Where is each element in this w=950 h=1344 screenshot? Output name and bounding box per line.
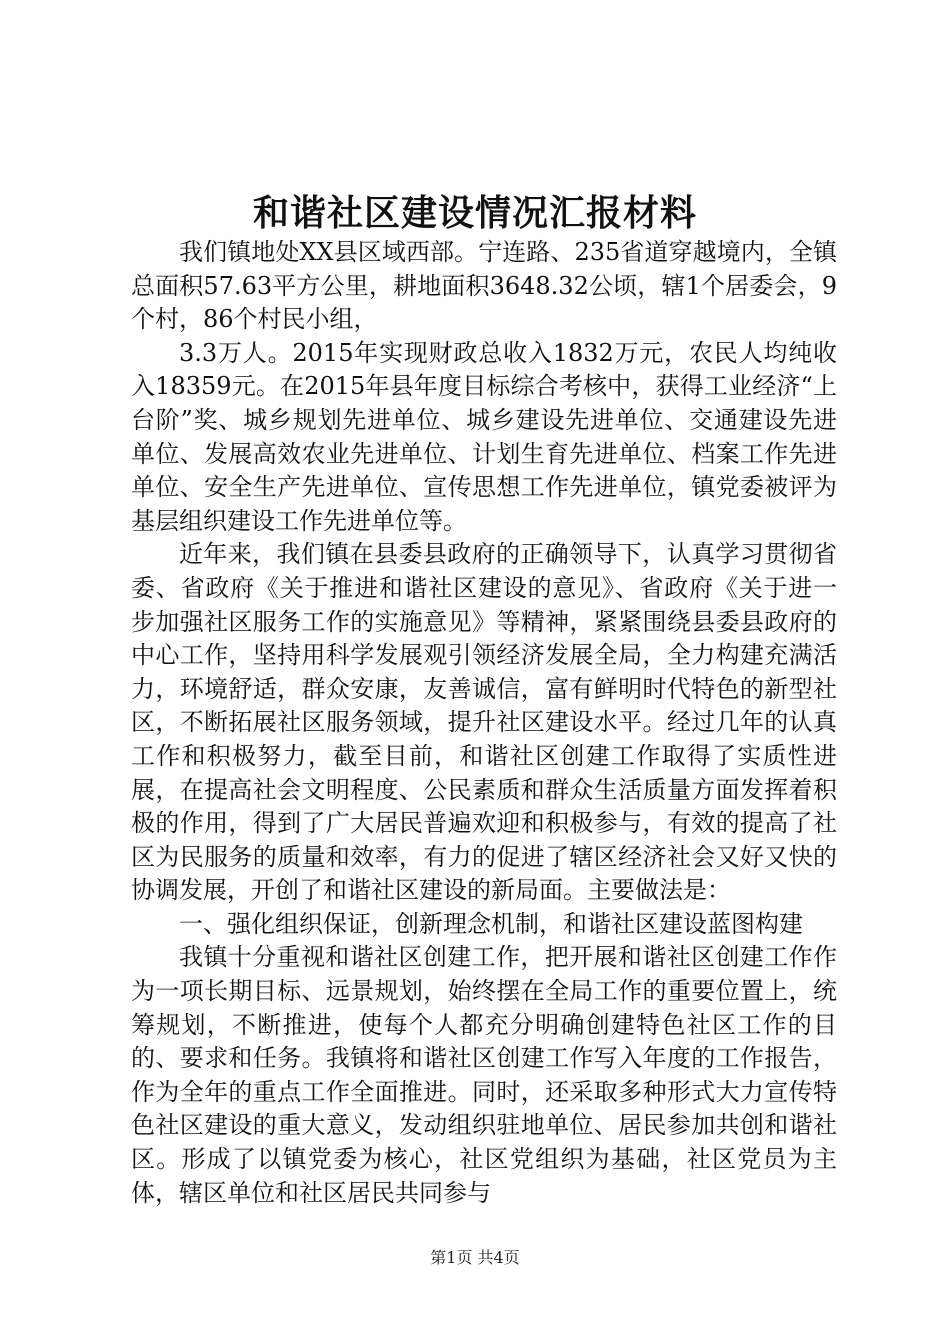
paragraph-population-awards: 3.3万人。2015年实现财政总收入1832万元，农民人均纯收入18359元。在2015年县年度目标综合考核中，获得工业经济“上台阶”奖、城乡规划先进单位、城乡建设先进单位、交通建设先进单位、发展高效农业先进单位、计划生育先进单位、档案工作先进单位、安全生产先进单位、宣传思想工作先进单位，镇党委被评为基层组织建设工作先进单位等。 xyxy=(131,338,837,535)
section-heading-1: 一、强化组织保证，创新理念机制，和谐社区建设蓝图构建 xyxy=(179,909,803,938)
page-footer: 第1页 共4页 xyxy=(430,1248,520,1267)
paragraph-section-1: 我镇十分重视和谐社区创建工作，把开展和谐社区创建工作作为一项长期目标、远景规划，始终摆在全局工作的重要位置上，统筹规划，不断推进，使每个人都充分明确创建特色社区工作的目的、要求和任务。我镇将和谐社区创建工作写入年度的工作报告，作为全年的重点工作全面推进。同时，还采取多种形式大力宣传特色社区建设的重大意义，发动组织驻地单位、居民参加共创和谐社区。形成了以镇党委为核心，社区党组织为基础，社区党员为主体，辖区单位和社区居民共同参与 xyxy=(131,943,837,1207)
paragraph-recent-years: 近年来，我们镇在县委县政府的正确领导下，认真学习贯彻省委、省政府《关于推进和谐社区建设的意见》、省政府《关于进一步加强社区服务工作的实施意见》等精神，紧紧围绕县委县政府的中心工作，坚持用科学发展观引领经济发展全局，全力构建充满活力，环境舒适，群众安康，友善诚信，富有鲜明时代特色的新型社区，不断拓展社区服务领域，提升社区建设水平。经过几年的认真工作和积极努力，截至目前，和谐社区创建工作取得了实质性进展，在提高社会文明程度、公民素质和群众生活质量方面发挥着积极的作用，得到了广大居民普遍欢迎和积极参与，有效的提高了社区为民服务的质量和效率，有力的促进了辖区经济社会又好又快的协调发展，开创了和谐社区建设的新局面。主要做法是： xyxy=(131,540,837,905)
document-title: 和谐社区建设情况汇报材料 xyxy=(252,192,697,234)
paragraph-location: 我们镇地处XX县区域西部。宁连路、235省道穿越境内，全镇总面积57.63平方公里，耕地面积3648.32公顷，辖1个居委会，9个村，86个村民小组， xyxy=(131,238,837,334)
document-body xyxy=(131,236,837,1210)
